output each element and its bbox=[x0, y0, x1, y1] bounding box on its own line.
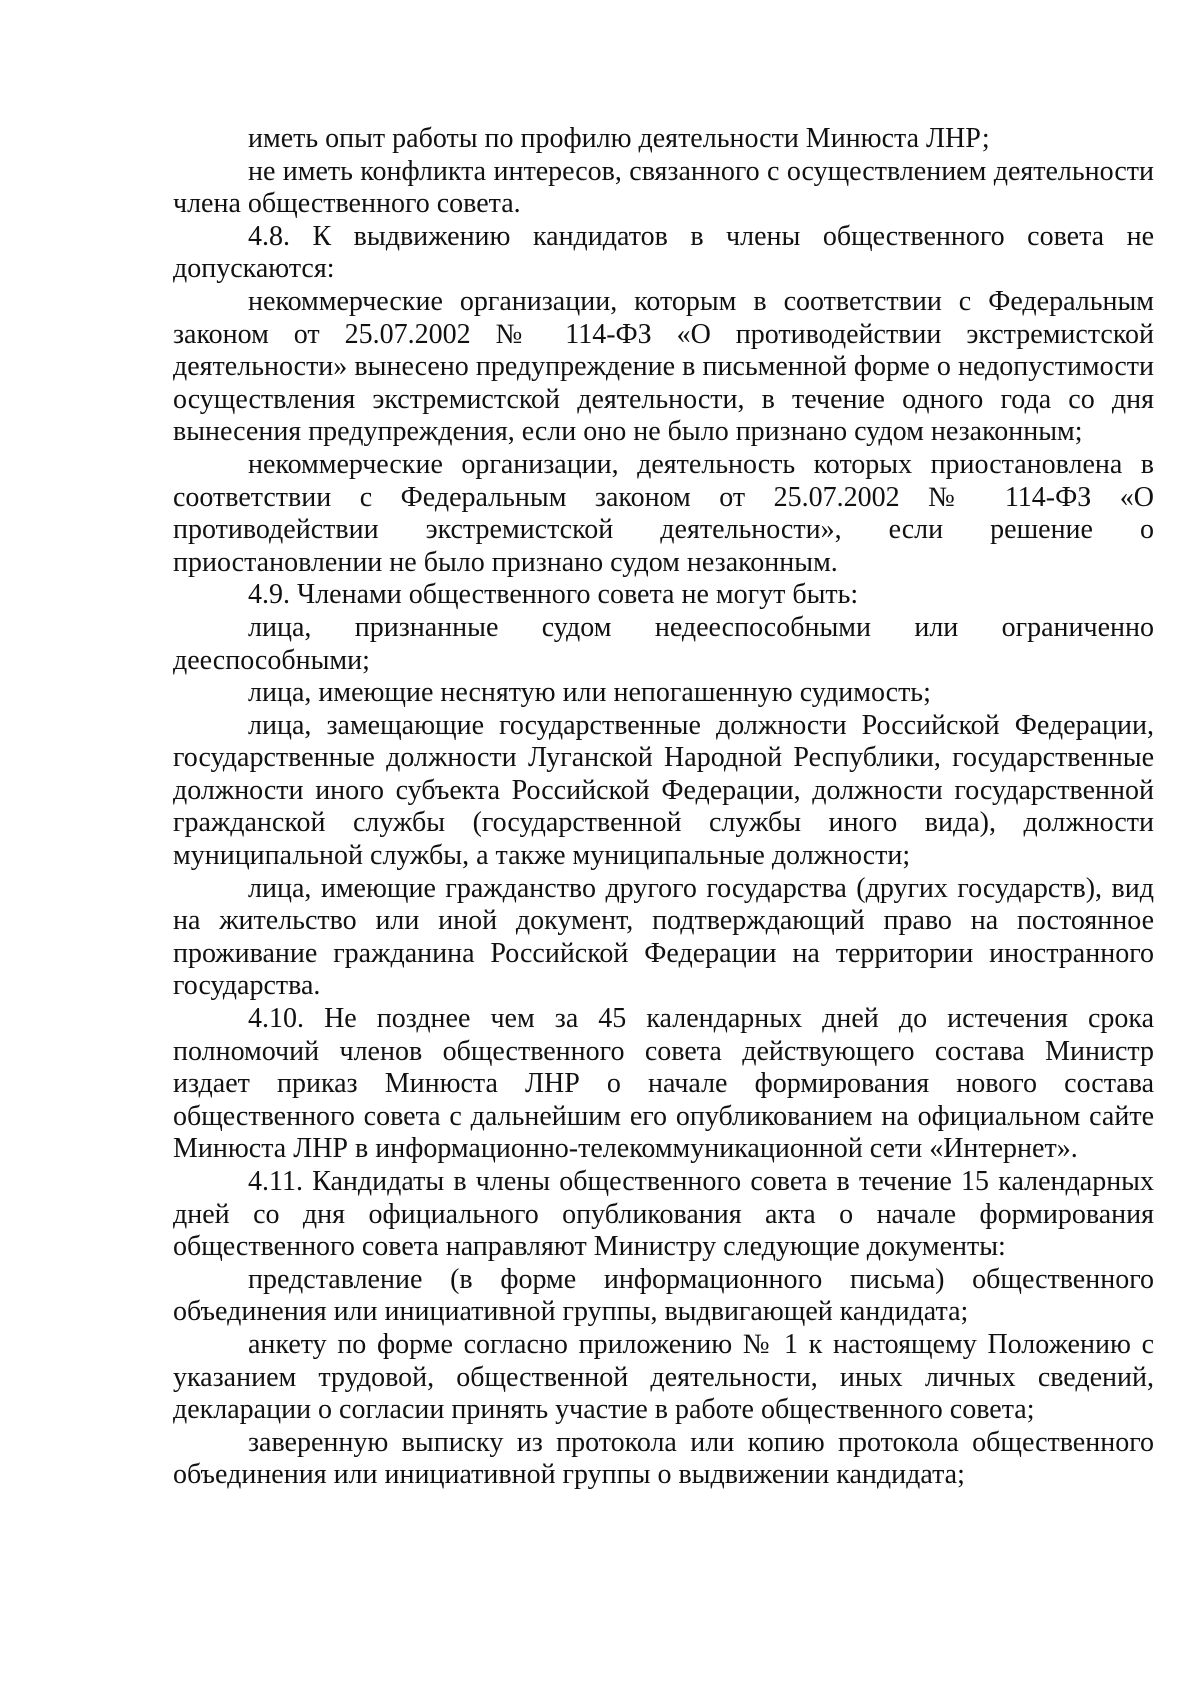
paragraph-work-experience: иметь опыт работы по профилю деятельности Минюста ЛНР; bbox=[248, 123, 990, 154]
paragraph-incapacitated: лица, признанные судом недееспособными или ограниченно дееспособными; bbox=[173, 611, 1154, 676]
paragraph-4-11: 4.11. Кандидаты в члены общественного совета в течение 15 календарных дней со дня официального опубликования акта о начале формирования общественного совета направляют Министру следующие документы: bbox=[173, 1166, 1154, 1263]
document-body bbox=[173, 123, 1154, 1492]
paragraph-protocol-extract: заверенную выписку из протокола или копию протокола общественного объединения или инициативной группы о выдвижении кандидата; bbox=[173, 1426, 1154, 1491]
paragraph-no-conflict-of-interest: не иметь конфликта интересов, связанного с осуществлением деятельности члена общественного совета. bbox=[173, 155, 1154, 220]
paragraph-nko-suspended: некоммерческие организации, деятельность которых приостановлена в соответствии с Федеральным законом от 25.07.2002 № 114-ФЗ «О противодействии экстремистской деятельности», если решение о приостановлении не было признано судом незаконным. bbox=[173, 448, 1154, 578]
paragraph-4-10: 4.10. Не позднее чем за 45 календарных дней до истечения срока полномочий членов общественного совета действующего состава Министр издает приказ Минюста ЛНР о начале формирования нового состава общественного совета с дальнейшим его опубликованием на официальном сайте Минюста ЛНР в информационно-телекоммуникационной сети «Интернет». bbox=[173, 1003, 1154, 1165]
paragraph-nomination-letter: представление (в форме информационного письма) общественного объединения или инициативной группы, выдвигающей кандидата; bbox=[173, 1263, 1154, 1328]
paragraph-questionnaire: анкету по форме согласно приложению № 1 к настоящему Положению с указанием трудовой, общественной деятельности, иных личных сведений, декларации о согласии принять участие в работе общественного совета; bbox=[173, 1328, 1154, 1426]
paragraph-criminal-record: лица, имеющие неснятую или непогашенную судимость; bbox=[248, 677, 931, 709]
paragraph-4-8: 4.8. К выдвижению кандидатов в члены общественного совета не допускаются: bbox=[173, 220, 1154, 285]
paragraph-foreign-citizenship: лица, имеющие гражданство другого государства (других государств), вид на жительство или иной документ, подтверждающий право на постоянное проживание гражданина Российской Федерации на территории иностранного государства. bbox=[173, 872, 1154, 1002]
paragraph-nko-warning: некоммерческие организации, которым в соответствии с Федеральным законом от 25.07.2002 № 114-ФЗ «О противодействии экстремистской деятельности» вынесено предупреждение в письменной форме о недопустимости осуществления экстремистской деятельности, в течение одного года со дня вынесения предупреждения, если оно не было признано судом незаконным; bbox=[173, 285, 1154, 448]
paragraph-state-positions: лица, замещающие государственные должности Российской Федерации, государственные должности Луганской Народной Республики, государственные должности иного субъекта Российской Федерации, должности государственной гражданской службы (государственной службы иного вида), должности муниципальной службы, а также муниципальные должности; bbox=[173, 709, 1154, 872]
paragraph-4-9: 4.9. Членами общественного совета не могут быть: bbox=[248, 579, 859, 611]
